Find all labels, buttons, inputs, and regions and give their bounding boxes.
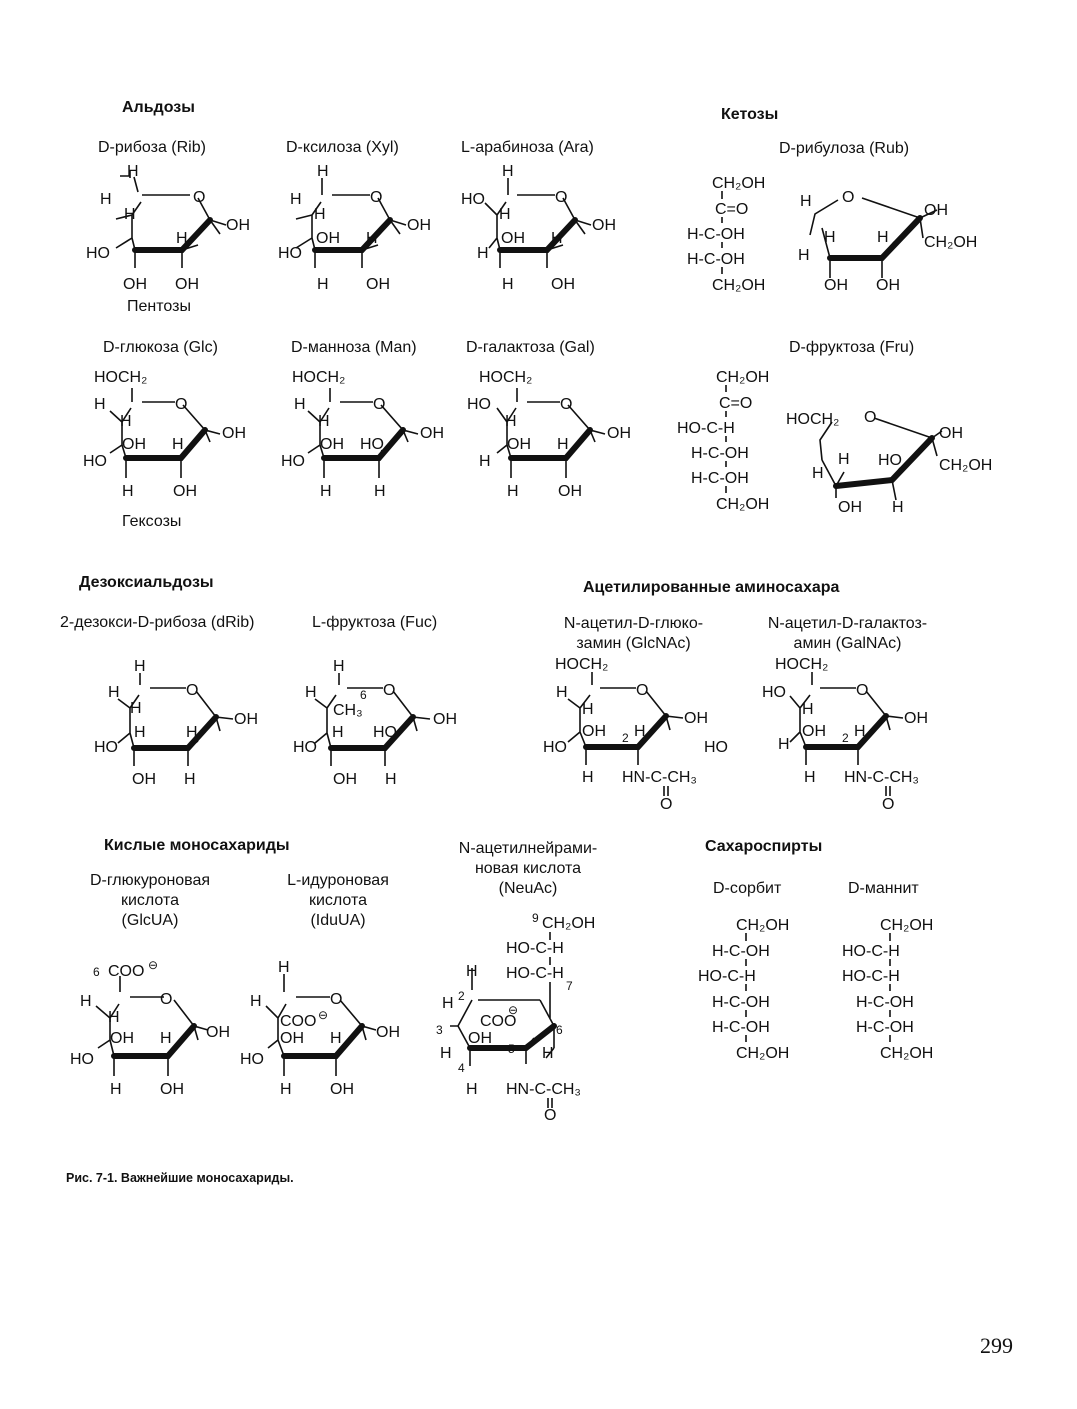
structure-fucose [285, 655, 475, 795]
svg-text:H: H [314, 206, 326, 223]
svg-text:H: H [499, 206, 511, 223]
svg-text:2: 2 [458, 989, 465, 1003]
svg-text:HN-C-CH₃: HN-C-CH₃ [844, 769, 919, 786]
svg-text:H: H [330, 1030, 342, 1047]
name-deoxyribose: 2-дезокси-D-рибоза (dRib) [60, 614, 255, 631]
section-sugar-alcohols: Сахароспирты [705, 838, 823, 855]
svg-text:O: O [160, 991, 173, 1008]
svg-text:OH: OH [551, 276, 575, 293]
svg-text:O: O [193, 189, 206, 206]
svg-text:OH: OH [366, 276, 390, 293]
svg-text:H: H [320, 483, 332, 500]
section-ketoses: Кетозы [721, 106, 779, 123]
svg-text:H: H [502, 163, 514, 180]
structure-ribulose-chain [682, 168, 782, 308]
svg-text:HN-C-CH₃: HN-C-CH₃ [506, 1081, 581, 1098]
svg-text:CH₂OH: CH₂OH [716, 369, 770, 386]
svg-text:H-C-OH: H-C-OH [691, 470, 749, 487]
svg-text:OH: OH [924, 202, 948, 219]
svg-text:H: H [892, 499, 904, 516]
svg-text:HO: HO [86, 245, 110, 262]
name-galnac-line1: N-ацетил-D-галактоз- [767, 615, 928, 632]
svg-text:HOCH₂: HOCH₂ [555, 656, 609, 673]
structure-ribose [80, 158, 270, 298]
name-iduua-line2: кислота [308, 892, 368, 909]
svg-text:H: H [854, 723, 866, 740]
svg-text:HO: HO [461, 191, 485, 208]
structure-deoxyribose [88, 655, 278, 795]
svg-text:6: 6 [93, 965, 100, 979]
svg-text:H: H [582, 701, 594, 718]
svg-text:OH: OH [507, 436, 531, 453]
svg-text:CH₂OH: CH₂OH [880, 917, 934, 934]
svg-text:H-C-OH: H-C-OH [712, 994, 770, 1011]
svg-text:O: O [373, 396, 386, 413]
name-glucose: D-глюкоза (Glc) [103, 339, 218, 356]
svg-text:OH: OH [376, 1024, 400, 1041]
svg-text:COO: COO [280, 1013, 317, 1030]
svg-text:H: H [385, 771, 397, 788]
svg-text:H: H [479, 453, 491, 470]
structure-glucose [80, 362, 270, 507]
svg-text:OH: OH [592, 217, 616, 234]
svg-text:HO: HO [543, 739, 567, 756]
svg-text:CH₂OH: CH₂OH [716, 496, 770, 513]
name-iduua-line3: (IduUA) [310, 912, 366, 929]
structure-xylose [270, 158, 460, 298]
name-iduua-line1: L-идуроновая [287, 872, 389, 889]
svg-text:H: H [184, 771, 196, 788]
svg-text:HO: HO [278, 245, 302, 262]
svg-text:C=O: C=O [719, 395, 753, 412]
svg-text:H: H [290, 191, 302, 208]
svg-text:OH: OH [684, 710, 708, 727]
svg-text:HOCH₂: HOCH₂ [786, 411, 840, 428]
name-glcua-line3: (GlcUA) [121, 912, 179, 929]
svg-text:4: 4 [458, 1061, 465, 1075]
svg-text:OH: OH [160, 1081, 184, 1098]
svg-text:H: H [366, 230, 378, 247]
svg-text:9: 9 [532, 911, 539, 925]
svg-text:H: H [186, 724, 198, 741]
svg-text:HO: HO [70, 1051, 94, 1068]
svg-text:6: 6 [360, 688, 367, 702]
svg-text:OH: OH [501, 230, 525, 247]
svg-text:COO: COO [108, 963, 145, 980]
svg-text:5: 5 [508, 1042, 515, 1056]
name-glcnac [541, 614, 726, 654]
name-glcua-line2: кислота [120, 892, 180, 909]
svg-text:COO: COO [480, 1013, 517, 1030]
structure-mannose [278, 362, 468, 507]
svg-text:H: H [502, 276, 514, 293]
structure-mannitol [838, 910, 958, 1070]
name-galactose: D-галактоза (Gal) [466, 339, 595, 356]
name-glcnac-line2: замин (GlcNAc) [576, 635, 691, 652]
svg-text:OH: OH [407, 217, 431, 234]
structure-fructose-furanose [782, 398, 1002, 523]
structure-fructose-chain [672, 362, 782, 522]
structure-galnac [758, 652, 958, 812]
svg-text:HO: HO [240, 1051, 264, 1068]
svg-text:H: H [80, 993, 92, 1010]
svg-text:H: H [250, 993, 262, 1010]
svg-text:H: H [134, 658, 146, 675]
svg-text:OH: OH [175, 276, 199, 293]
svg-text:H: H [812, 465, 824, 482]
svg-text:O: O [842, 189, 855, 206]
svg-text:OH: OH [226, 217, 250, 234]
svg-text:CH₂OH: CH₂OH [736, 917, 790, 934]
svg-text:O: O [370, 189, 383, 206]
svg-text:HO: HO [360, 436, 384, 453]
svg-text:O: O [555, 189, 568, 206]
svg-text:HO: HO [467, 396, 491, 413]
svg-text:OH: OH [132, 771, 156, 788]
structure-iduua [238, 952, 418, 1102]
name-galnac-line2: амин (GalNAc) [793, 635, 902, 652]
svg-text:H-C-OH: H-C-OH [687, 251, 745, 268]
svg-text:O: O [882, 796, 895, 813]
svg-text:OH: OH [939, 425, 963, 442]
svg-text:OH: OH [468, 1030, 492, 1047]
svg-text:HO: HO [373, 724, 397, 741]
svg-text:OH: OH [330, 1081, 354, 1098]
section-deoxyaldoses: Дезоксиальдозы [79, 574, 214, 591]
svg-text:H: H [134, 724, 146, 741]
svg-text:HO: HO [281, 453, 305, 470]
name-neuac-line3: (NeuAc) [498, 880, 558, 897]
name-neuac [438, 839, 618, 899]
svg-text:H: H [120, 413, 132, 430]
svg-text:H: H [172, 436, 184, 453]
svg-text:OH: OH [802, 723, 826, 740]
svg-text:OH: OH [123, 276, 147, 293]
svg-text:CH₂OH: CH₂OH [880, 1045, 934, 1062]
svg-text:H: H [582, 769, 594, 786]
svg-text:CH₂OH: CH₂OH [924, 234, 978, 251]
svg-text:H: H [505, 413, 517, 430]
svg-text:H: H [778, 736, 790, 753]
svg-text:CH₂OH: CH₂OH [712, 277, 766, 294]
svg-text:H: H [130, 700, 142, 717]
svg-text:6: 6 [556, 1023, 563, 1037]
svg-text:H: H [124, 206, 136, 223]
svg-text:HO-C-H: HO-C-H [506, 965, 564, 982]
svg-text:HO: HO [293, 739, 317, 756]
svg-text:H: H [634, 723, 646, 740]
svg-text:O: O [544, 1107, 557, 1124]
svg-text:OH: OH [110, 1030, 134, 1047]
svg-text:H: H [374, 483, 386, 500]
svg-text:3: 3 [436, 1023, 443, 1037]
svg-text:CH₂OH: CH₂OH [939, 457, 993, 474]
svg-text:⊖: ⊖ [318, 1008, 329, 1022]
figure-caption: Рис. 7-1. Важнейшие моносахариды. [66, 1171, 294, 1185]
name-mannose: D-манноза (Man) [291, 339, 417, 356]
svg-text:HO: HO [83, 453, 107, 470]
svg-text:HO-C-H: HO-C-H [842, 968, 900, 985]
svg-text:H-C-OH: H-C-OH [856, 994, 914, 1011]
svg-text:H-C-OH: H-C-OH [687, 226, 745, 243]
name-sorbitol: D-сорбит [713, 880, 782, 897]
svg-text:HO-C-H: HO-C-H [677, 420, 735, 437]
svg-text:O: O [330, 991, 343, 1008]
name-xylose: D-ксилоза (Xyl) [286, 139, 399, 156]
page-number: 299 [980, 1333, 1013, 1358]
svg-text:H: H [280, 1081, 292, 1098]
svg-text:H: H [122, 483, 134, 500]
name-neuac-line1: N-ацетилнейрами- [458, 840, 598, 857]
svg-text:H: H [542, 1045, 554, 1062]
svg-text:H: H [108, 1009, 120, 1026]
svg-text:H: H [110, 1081, 122, 1098]
svg-text:H: H [466, 1081, 478, 1098]
svg-text:H-C-OH: H-C-OH [856, 1019, 914, 1036]
svg-text:H: H [305, 684, 317, 701]
svg-text:H: H [100, 191, 112, 208]
svg-text:O: O [660, 796, 673, 813]
svg-text:OH: OH [234, 711, 258, 728]
structure-arabinose [455, 158, 645, 298]
name-ribulose: D-рибулоза (Rub) [779, 140, 910, 157]
svg-text:HO: HO [94, 739, 118, 756]
svg-text:H: H [176, 230, 188, 247]
svg-text:OH: OH [607, 425, 631, 442]
svg-text:OH: OH [433, 711, 457, 728]
svg-text:H: H [318, 413, 330, 430]
section-amino-sugars: Ацетилированные аминосахара [583, 579, 840, 596]
svg-text:OH: OH [122, 436, 146, 453]
svg-text:H: H [798, 247, 810, 264]
svg-text:OH: OH [222, 425, 246, 442]
svg-text:2: 2 [622, 731, 629, 745]
svg-text:H: H [477, 245, 489, 262]
svg-text:O: O [560, 396, 573, 413]
svg-text:H: H [127, 163, 139, 180]
svg-text:H: H [317, 276, 329, 293]
svg-text:⊖: ⊖ [508, 1003, 519, 1017]
structure-glcua [68, 952, 248, 1102]
svg-text:OH: OH [316, 230, 340, 247]
svg-text:HN-C-CH₃: HN-C-CH₃ [622, 769, 697, 786]
svg-text:OH: OH [206, 1024, 230, 1041]
svg-text:OH: OH [876, 277, 900, 294]
name-glcnac-line1: N-ацетил-D-глюко- [563, 615, 704, 632]
svg-text:H: H [507, 483, 519, 500]
svg-text:H-C-OH: H-C-OH [712, 943, 770, 960]
name-arabinose: L-арабиноза (Ara) [461, 139, 594, 156]
svg-text:OH: OH [558, 483, 582, 500]
svg-text:H: H [94, 396, 106, 413]
svg-text:CH₂OH: CH₂OH [712, 175, 766, 192]
name-glcua [70, 871, 230, 931]
svg-text:OH: OH [838, 499, 862, 516]
svg-text:H: H [838, 451, 850, 468]
svg-text:HOCH₂: HOCH₂ [479, 369, 533, 386]
section-aldoses: Альдозы [122, 99, 195, 116]
svg-text:HO: HO [878, 452, 902, 469]
svg-text:H: H [440, 1045, 452, 1062]
svg-text:O: O [856, 682, 869, 699]
svg-text:H: H [160, 1030, 172, 1047]
svg-text:OH: OH [904, 710, 928, 727]
svg-text:H: H [804, 769, 816, 786]
svg-text:H: H [557, 436, 569, 453]
svg-text:H: H [824, 229, 836, 246]
svg-text:H: H [333, 658, 345, 675]
svg-text:HOCH₂: HOCH₂ [775, 656, 829, 673]
svg-text:CH₃: CH₃ [333, 702, 363, 719]
svg-text:H: H [551, 230, 563, 247]
svg-text:HO-C-H: HO-C-H [842, 943, 900, 960]
svg-text:OH: OH [280, 1030, 304, 1047]
svg-text:H: H [108, 684, 120, 701]
svg-text:⊖: ⊖ [148, 958, 159, 972]
svg-text:H: H [294, 396, 306, 413]
name-ribose: D-рибоза (Rib) [98, 139, 206, 156]
svg-text:OH: OH [333, 771, 357, 788]
svg-text:H: H [877, 229, 889, 246]
svg-text:HO-C-H: HO-C-H [506, 940, 564, 957]
svg-text:7: 7 [566, 979, 573, 993]
svg-text:H: H [466, 963, 478, 980]
structure-ribulose-furanose [790, 180, 990, 300]
svg-text:2: 2 [842, 731, 849, 745]
name-mannitol: D-маннит [848, 880, 919, 897]
svg-text:H: H [802, 701, 814, 718]
section-acidic-monosaccharides: Кислые моносахариды [104, 837, 290, 854]
name-fructose: D-фруктоза (Fru) [789, 339, 915, 356]
svg-text:HOCH₂: HOCH₂ [94, 369, 148, 386]
group-pentoses: Пентозы [127, 298, 191, 315]
name-glcua-line1: D-глюкуроновая [89, 872, 211, 889]
svg-text:O: O [636, 682, 649, 699]
svg-text:O: O [383, 682, 396, 699]
svg-text:OH: OH [173, 483, 197, 500]
group-hexoses: Гексозы [122, 513, 182, 530]
name-galnac [750, 614, 945, 654]
svg-text:H: H [442, 995, 454, 1012]
svg-text:HO-C-H: HO-C-H [698, 968, 756, 985]
svg-text:OH: OH [320, 436, 344, 453]
svg-text:H: H [800, 193, 812, 210]
svg-text:H: H [278, 959, 290, 976]
svg-text:H-C-OH: H-C-OH [712, 1019, 770, 1036]
svg-text:HO: HO [762, 684, 786, 701]
svg-text:O: O [864, 409, 877, 426]
svg-text:C=O: C=O [715, 201, 749, 218]
svg-text:HO: HO [704, 739, 728, 756]
svg-text:H: H [317, 163, 329, 180]
name-fucose: L-фруктоза (Fuc) [312, 614, 438, 631]
structure-neuac [430, 908, 640, 1128]
name-neuac-line2: новая кислота [474, 860, 582, 877]
svg-text:CH₂OH: CH₂OH [542, 915, 596, 932]
structure-glcnac [538, 652, 738, 812]
svg-text:O: O [186, 682, 199, 699]
svg-text:CH₂OH: CH₂OH [736, 1045, 790, 1062]
structure-sorbitol [696, 910, 816, 1070]
svg-text:O: O [175, 396, 188, 413]
structure-galactose [465, 362, 655, 507]
svg-text:OH: OH [420, 425, 444, 442]
svg-text:H: H [556, 684, 568, 701]
svg-text:HOCH₂: HOCH₂ [292, 369, 346, 386]
svg-text:OH: OH [824, 277, 848, 294]
svg-text:OH: OH [582, 723, 606, 740]
svg-text:H: H [332, 724, 344, 741]
name-iduua [258, 871, 418, 931]
svg-text:H-C-OH: H-C-OH [691, 445, 749, 462]
